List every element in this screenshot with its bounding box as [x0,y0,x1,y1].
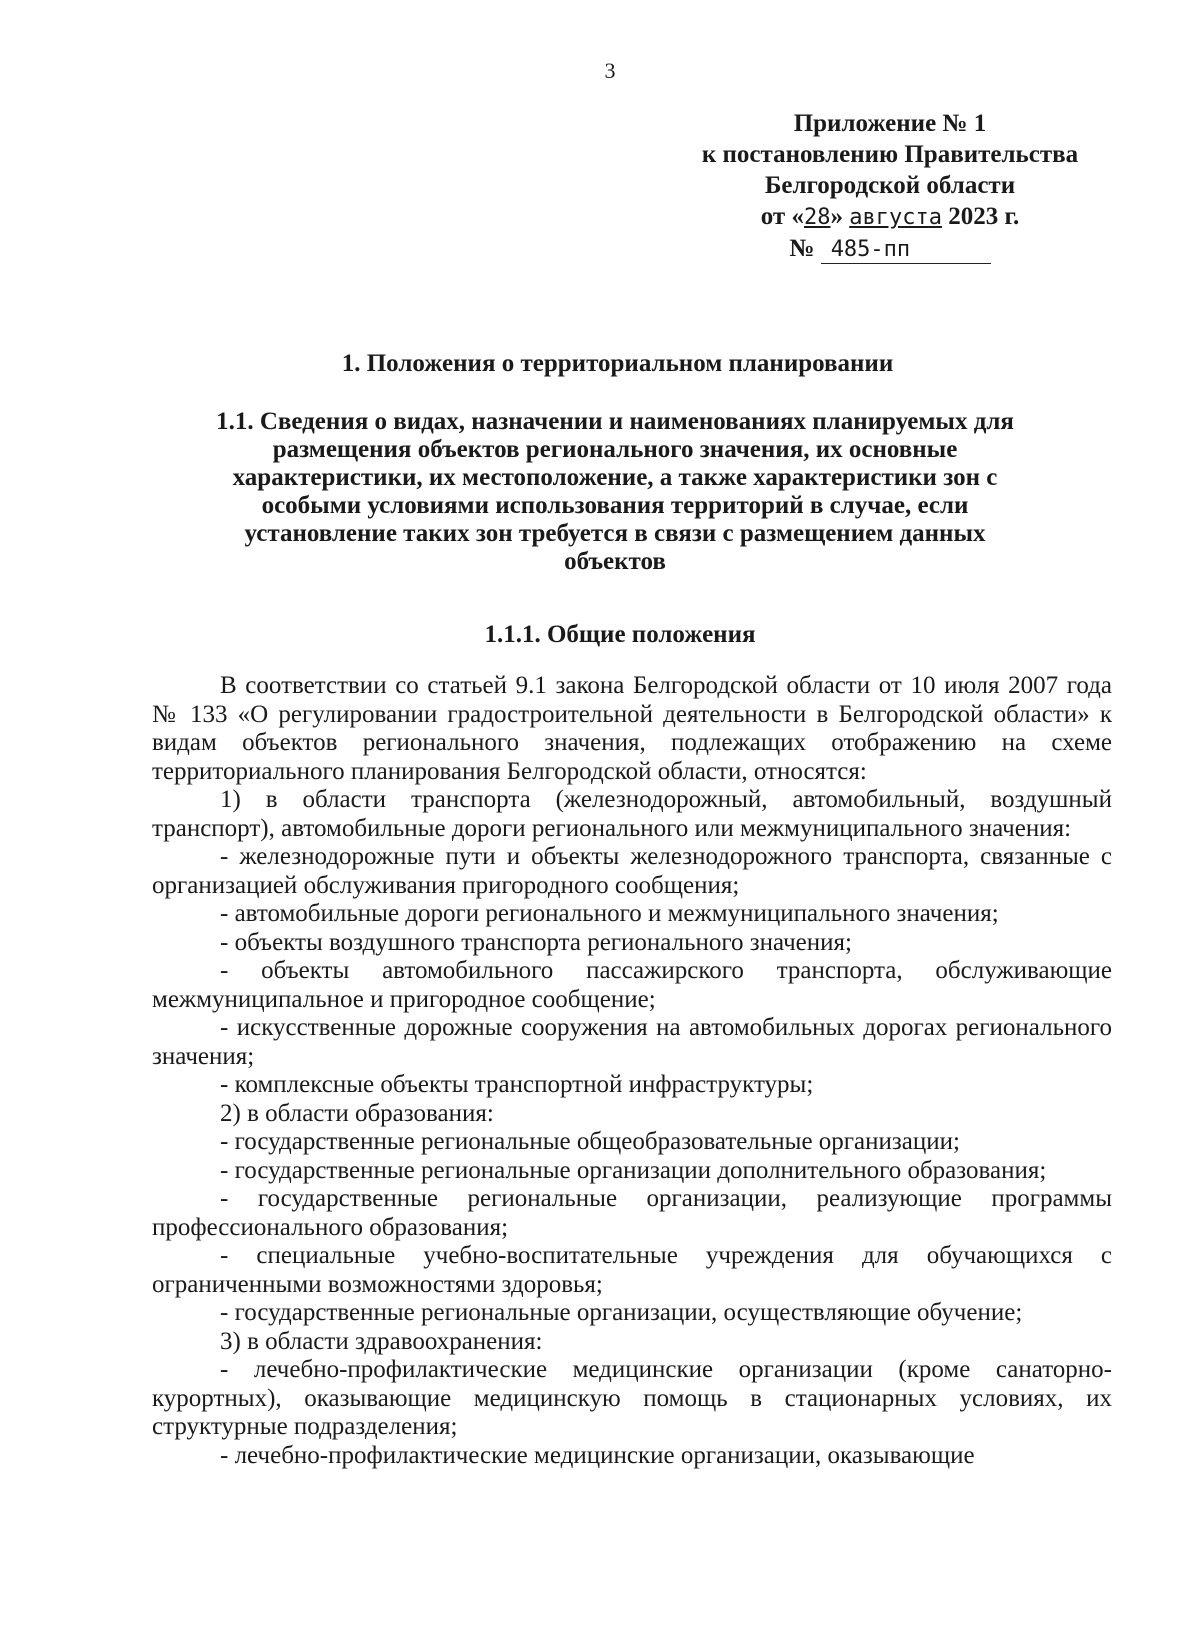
paragraph: - объекты воздушного транспорта регионального значения; [220,928,852,956]
number-line [821,236,991,264]
subsection-heading: 1.1. Сведения о видах, назначении и наименованиях планируемых для размещения объектов регионального значения, их основные характеристики, их местоположение, а также характеристики зон с особыми условиями использования территорий в случае, если установление таких зон требуется в связи с размещением данных объектов [216,408,1014,575]
body-text [152,672,1112,1470]
date-prefix: от « [760,203,804,230]
paragraph: - автомобильные дороги регионального и межмуниципального значения; [220,900,999,927]
paragraph: - государственные региональные общеобразовательные организации; [220,1128,960,1155]
paragraph: - искусственные дорожные сооружения на автомобильных дорогах регионального значения; [152,1014,1112,1070]
appendix-date [690,201,1090,233]
number-label: № [789,235,815,262]
number-value: 485-пп [830,237,911,262]
paragraph: - лечебно-профилактические медицинские организации (кроме санаторно-курортных), оказывающие медицинскую помощь в стационарных условиях, их структурные подразделения; [152,1356,1112,1440]
paragraph: - государственные региональные организации дополнительного образования; [220,1156,1047,1184]
paragraph: 2) в области образования: [220,1099,494,1127]
paragraph: - объекты автомобильного пассажирского транспорта, обслуживающие межмуниципальное и пригородное сообщение; [152,957,1112,1013]
subsubsection-heading: 1.1.1. Общие положения [484,621,756,648]
appendix-header [690,108,1090,264]
date-month: августа [849,205,942,230]
paragraph: - железнодорожные пути и объекты железнодорожного транспорта, связанные с организацией обслуживания пригородного сообщения; [152,843,1112,899]
appendix-number [690,233,1090,264]
paragraph: - комплексные объекты транспортной инфраструктуры; [220,1071,814,1098]
paragraph: - лечебно-профилактические медицинские организации, оказывающие [220,1441,975,1469]
page-number: 3 [604,58,616,83]
paragraph: В соответствии со статьей 9.1 закона Белгородской области от 10 июля 2007 года № 133 «О регулировании градостроительной деятельности в Белгородской области» к видам объектов регионального значения, подлежащих отображению на схеме территориального планирования Белгородской области, относятся: [152,672,1112,785]
appendix-title: Приложение № 1 [793,110,987,137]
paragraph: 3) в области здравоохранения: [220,1327,543,1355]
paragraph: 1) в области транспорта (железнодорожный, автомобильный, воздушный транспорт), автомобильные дороги регионального или межмуниципального значения: [152,786,1112,842]
date-day: 28 [803,205,831,230]
paragraph: - государственные региональные организации, осуществляющие обучение; [220,1299,1023,1326]
date-mid: » [830,203,843,230]
section-heading: 1. Положения о территориальном планировании [341,350,894,377]
appendix-region: Белгородской области [764,172,1016,199]
date-year: 2023 г. [948,203,1020,230]
paragraph: - специальные учебно-воспитательные учреждения для обучающихся с ограниченными возможностями здоровья; [152,1242,1112,1298]
appendix-resolution: к постановлению Правительства [701,141,1079,168]
paragraph: - государственные региональные организации, реализующие программы профессионального образования; [152,1185,1112,1241]
